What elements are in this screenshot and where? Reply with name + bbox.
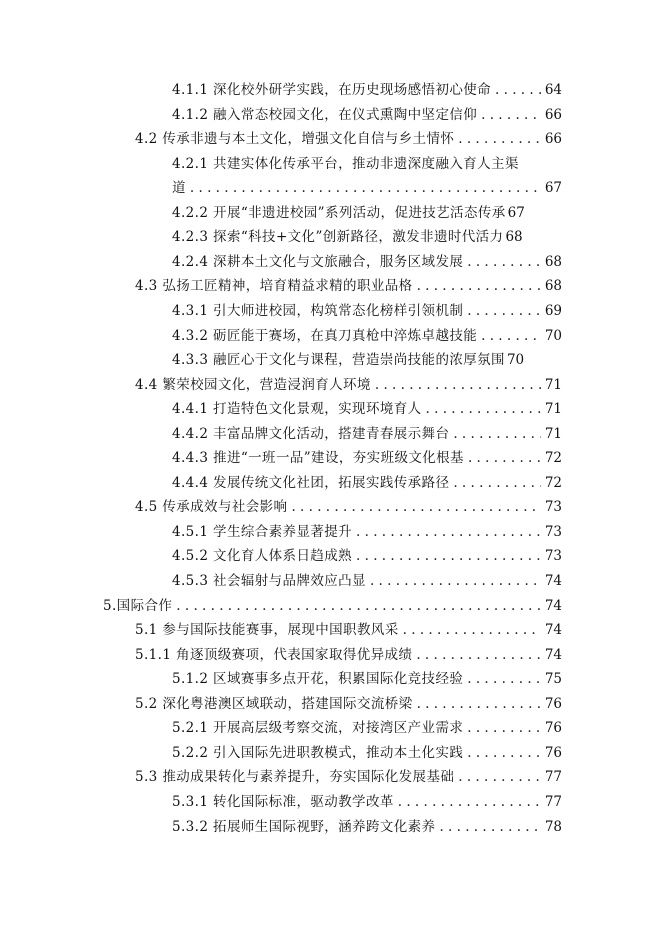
toc-entry-title: 5.2 深化粤港澳区域联动，搭建国际交流桥梁 [135, 695, 413, 712]
toc-page-number: 73 [544, 548, 562, 565]
toc-dot-leader [495, 78, 541, 102]
toc-entry[interactable] [172, 790, 562, 814]
toc-entry-title: 4.5.3 社会辐射与品牌效应凸显 [172, 573, 366, 589]
toc-entry[interactable] [172, 103, 562, 127]
toc-entry-title: 5.2.2 引入国际先进职教模式，推动本土化实践 [172, 744, 464, 761]
toc-dot-leader [176, 594, 541, 618]
toc-dot-leader [356, 520, 541, 544]
toc-entry-title: 4.1.2 融入常态校园文化，在仪式熏陶中坚定信仰 [172, 106, 478, 123]
toc-entry-title: 4.5 传承成效与社会影响 [135, 499, 288, 516]
toc-entry[interactable] [172, 446, 562, 470]
toc-page-number: 71 [544, 425, 562, 442]
toc-page-number: 64 [544, 82, 562, 98]
toc-entry[interactable] [135, 618, 562, 642]
toc-entry[interactable] [172, 667, 562, 691]
toc-dot-leader [467, 716, 541, 740]
toc-entry[interactable] [172, 520, 562, 544]
toc-entry[interactable] [172, 422, 562, 446]
toc-entry-title: 4.2 传承非遗与本土文化，增强文化自信与乡土情怀 [135, 131, 455, 148]
toc-page-number: 73 [544, 499, 562, 516]
toc-entry[interactable] [135, 373, 562, 397]
toc-page-number: 70 [506, 352, 525, 369]
toc-entry[interactable] [172, 225, 562, 249]
toc-page-number: 74 [544, 646, 562, 663]
toc-entry-title: 4.1.1 深化校外研学实践，在历史现场感悟初心使命 [172, 82, 492, 98]
toc-entry[interactable] [172, 78, 562, 102]
toc-page-number: 66 [544, 106, 562, 123]
toc-entry-title: 4.2.3 探索“科技+文化”创新路径，激发非遗时代活力 [172, 229, 504, 246]
toc-dot-leader [481, 324, 541, 348]
toc-entry-title: 5.3.1 转化国际标准，驱动教学改革 [172, 793, 394, 810]
toc-entry-title: 5.1 参与国际技能赛事，展现中国职教风采 [135, 622, 399, 639]
toc-page-number: 68 [544, 253, 562, 270]
toc-page-number: 72 [544, 474, 562, 491]
toc-entry[interactable] [135, 127, 562, 151]
toc-entry-title: 4.4.2 丰富品牌文化活动，搭建青春展示舞台 [172, 425, 450, 442]
toc-entry-title: 4.3 弘扬工匠精神，培育精益求精的职业品格 [135, 278, 413, 295]
toc-entry-title: 4.4.1 打造特色文化景观，实现环境育人 [172, 401, 422, 418]
toc-entry-title: 5.1.2 区域赛事多点开花，积累国际化竞技经验 [172, 671, 464, 688]
toc-entry-title: 4.4.4 发展传统文化社团，拓展实践传承路径 [172, 474, 450, 491]
toc-entry-title: 4.3.3 融匠心于文化与课程，营造崇尚技能的浓厚氛围 [172, 352, 505, 369]
toc-dot-leader [481, 103, 541, 127]
toc-entry[interactable] [172, 250, 562, 274]
toc-entry[interactable] [135, 765, 562, 789]
toc-entry-title: 5.国际合作 [103, 597, 173, 614]
toc-entry[interactable] [172, 397, 562, 421]
toc-entry[interactable] [135, 274, 562, 298]
toc-page-number: 71 [544, 376, 562, 393]
toc-entry-title: 4.4.3 推进“一班一品”建设，夯实班级文化根基 [172, 450, 464, 467]
toc-entry[interactable] [172, 741, 562, 765]
toc-entry-title: 道 [172, 180, 186, 197]
toc-entry[interactable] [172, 815, 562, 839]
toc-dot-leader [417, 692, 541, 716]
toc-page-number: 75 [544, 671, 562, 688]
toc-page-number: 70 [544, 327, 562, 344]
toc-entry[interactable] [135, 495, 562, 519]
toc-dot-leader [439, 815, 540, 839]
toc-entry-title: 4.3.2 砺匠能于赛场，在真刀真枪中淬炼卓越技能 [172, 327, 478, 344]
toc-page-number: 66 [544, 131, 562, 148]
toc-entry[interactable] [172, 544, 562, 568]
toc-entry[interactable] [172, 201, 562, 225]
toc-page-number: 69 [544, 302, 562, 319]
toc-page-number: 74 [544, 597, 562, 614]
toc-entry[interactable] [172, 471, 562, 495]
toc-dot-leader [468, 446, 541, 470]
toc-entry[interactable] [103, 594, 562, 618]
toc-page-number: 74 [544, 573, 562, 589]
toc-dot-leader [467, 299, 541, 323]
toc-dot-leader [467, 250, 541, 274]
toc-page-number: 68 [505, 229, 523, 246]
toc-dot-leader [426, 397, 541, 421]
toc-page-number: 68 [544, 278, 562, 295]
toc-entry[interactable] [172, 299, 562, 323]
toc-page-number: 76 [544, 720, 562, 737]
toc-entry-title: 5.2.1 开展高层级考察交流，对接湾区产业需求 [172, 720, 464, 737]
toc-entry[interactable] [172, 152, 562, 176]
toc-entry-title: 4.2.1 共建实体化传承平台，推动非遗深度融入育人主渠 [172, 155, 519, 172]
toc-dot-leader [375, 373, 541, 397]
toc-entry[interactable] [172, 324, 562, 348]
toc-page-number: 76 [544, 695, 562, 712]
toc-entry-title: 5.1.1 角逐顶级赛项，代表国家取得优异成绩 [135, 646, 413, 663]
toc-page-number: 76 [544, 744, 562, 761]
toc-entry[interactable] [135, 643, 562, 667]
toc-entry-title: 4.3.1 引大师进校园，构筑常态化榜样引领机制 [172, 302, 464, 319]
toc-page-number: 78 [544, 818, 562, 835]
toc-entry-title: 4.2.4 深耕本土文化与文旅融合，服务区域发展 [172, 253, 464, 270]
toc-dot-leader [458, 127, 541, 151]
toc-entry-title: 4.5.1 学生综合素养显著提升 [172, 523, 353, 540]
toc-dot-leader [417, 274, 541, 298]
toc-entry-title: 4.2.2 开展“非遗进校园”系列活动，促进技艺活态传承 [172, 204, 506, 221]
toc-page-number: 71 [544, 401, 562, 418]
toc-page-number: 72 [544, 450, 562, 467]
toc-dot-leader [453, 471, 540, 495]
toc-page-number: 67 [544, 180, 562, 197]
toc-entry-title: 5.3.2 拓展师生国际视野，涵养跨文化素养 [172, 818, 436, 835]
toc-dot-leader [190, 176, 541, 200]
toc-dot-leader [453, 422, 540, 446]
toc-page-number: 77 [544, 769, 562, 786]
toc-page-number: 74 [544, 622, 562, 639]
toc-dot-leader [416, 643, 540, 667]
toc-dot-leader [370, 569, 541, 593]
toc-dot-leader [458, 765, 541, 789]
toc-entry[interactable] [172, 569, 562, 593]
toc-entry[interactable] [135, 692, 562, 716]
toc-entry[interactable] [172, 716, 562, 740]
toc-entry[interactable] [172, 348, 562, 372]
toc-page-number: 73 [544, 523, 562, 540]
toc-page-number: 77 [544, 793, 562, 810]
toc-page-number: 67 [507, 204, 525, 221]
toc-dot-leader [403, 618, 541, 642]
toc-dot-leader [398, 790, 541, 814]
toc-dot-leader [467, 667, 541, 691]
toc-dot-leader [467, 741, 541, 765]
toc-entry-title: 4.4 繁荣校园文化，营造浸润育人环境 [135, 376, 371, 393]
toc-entry-title: 5.3 推动成果转化与素养提升，夯实国际化发展基础 [135, 769, 455, 786]
toc-entry[interactable] [172, 176, 562, 200]
toc-dot-leader [356, 544, 541, 568]
toc-dot-leader [291, 495, 540, 519]
toc-entry-title: 4.5.2 文化育人体系日趋成熟 [172, 548, 353, 565]
